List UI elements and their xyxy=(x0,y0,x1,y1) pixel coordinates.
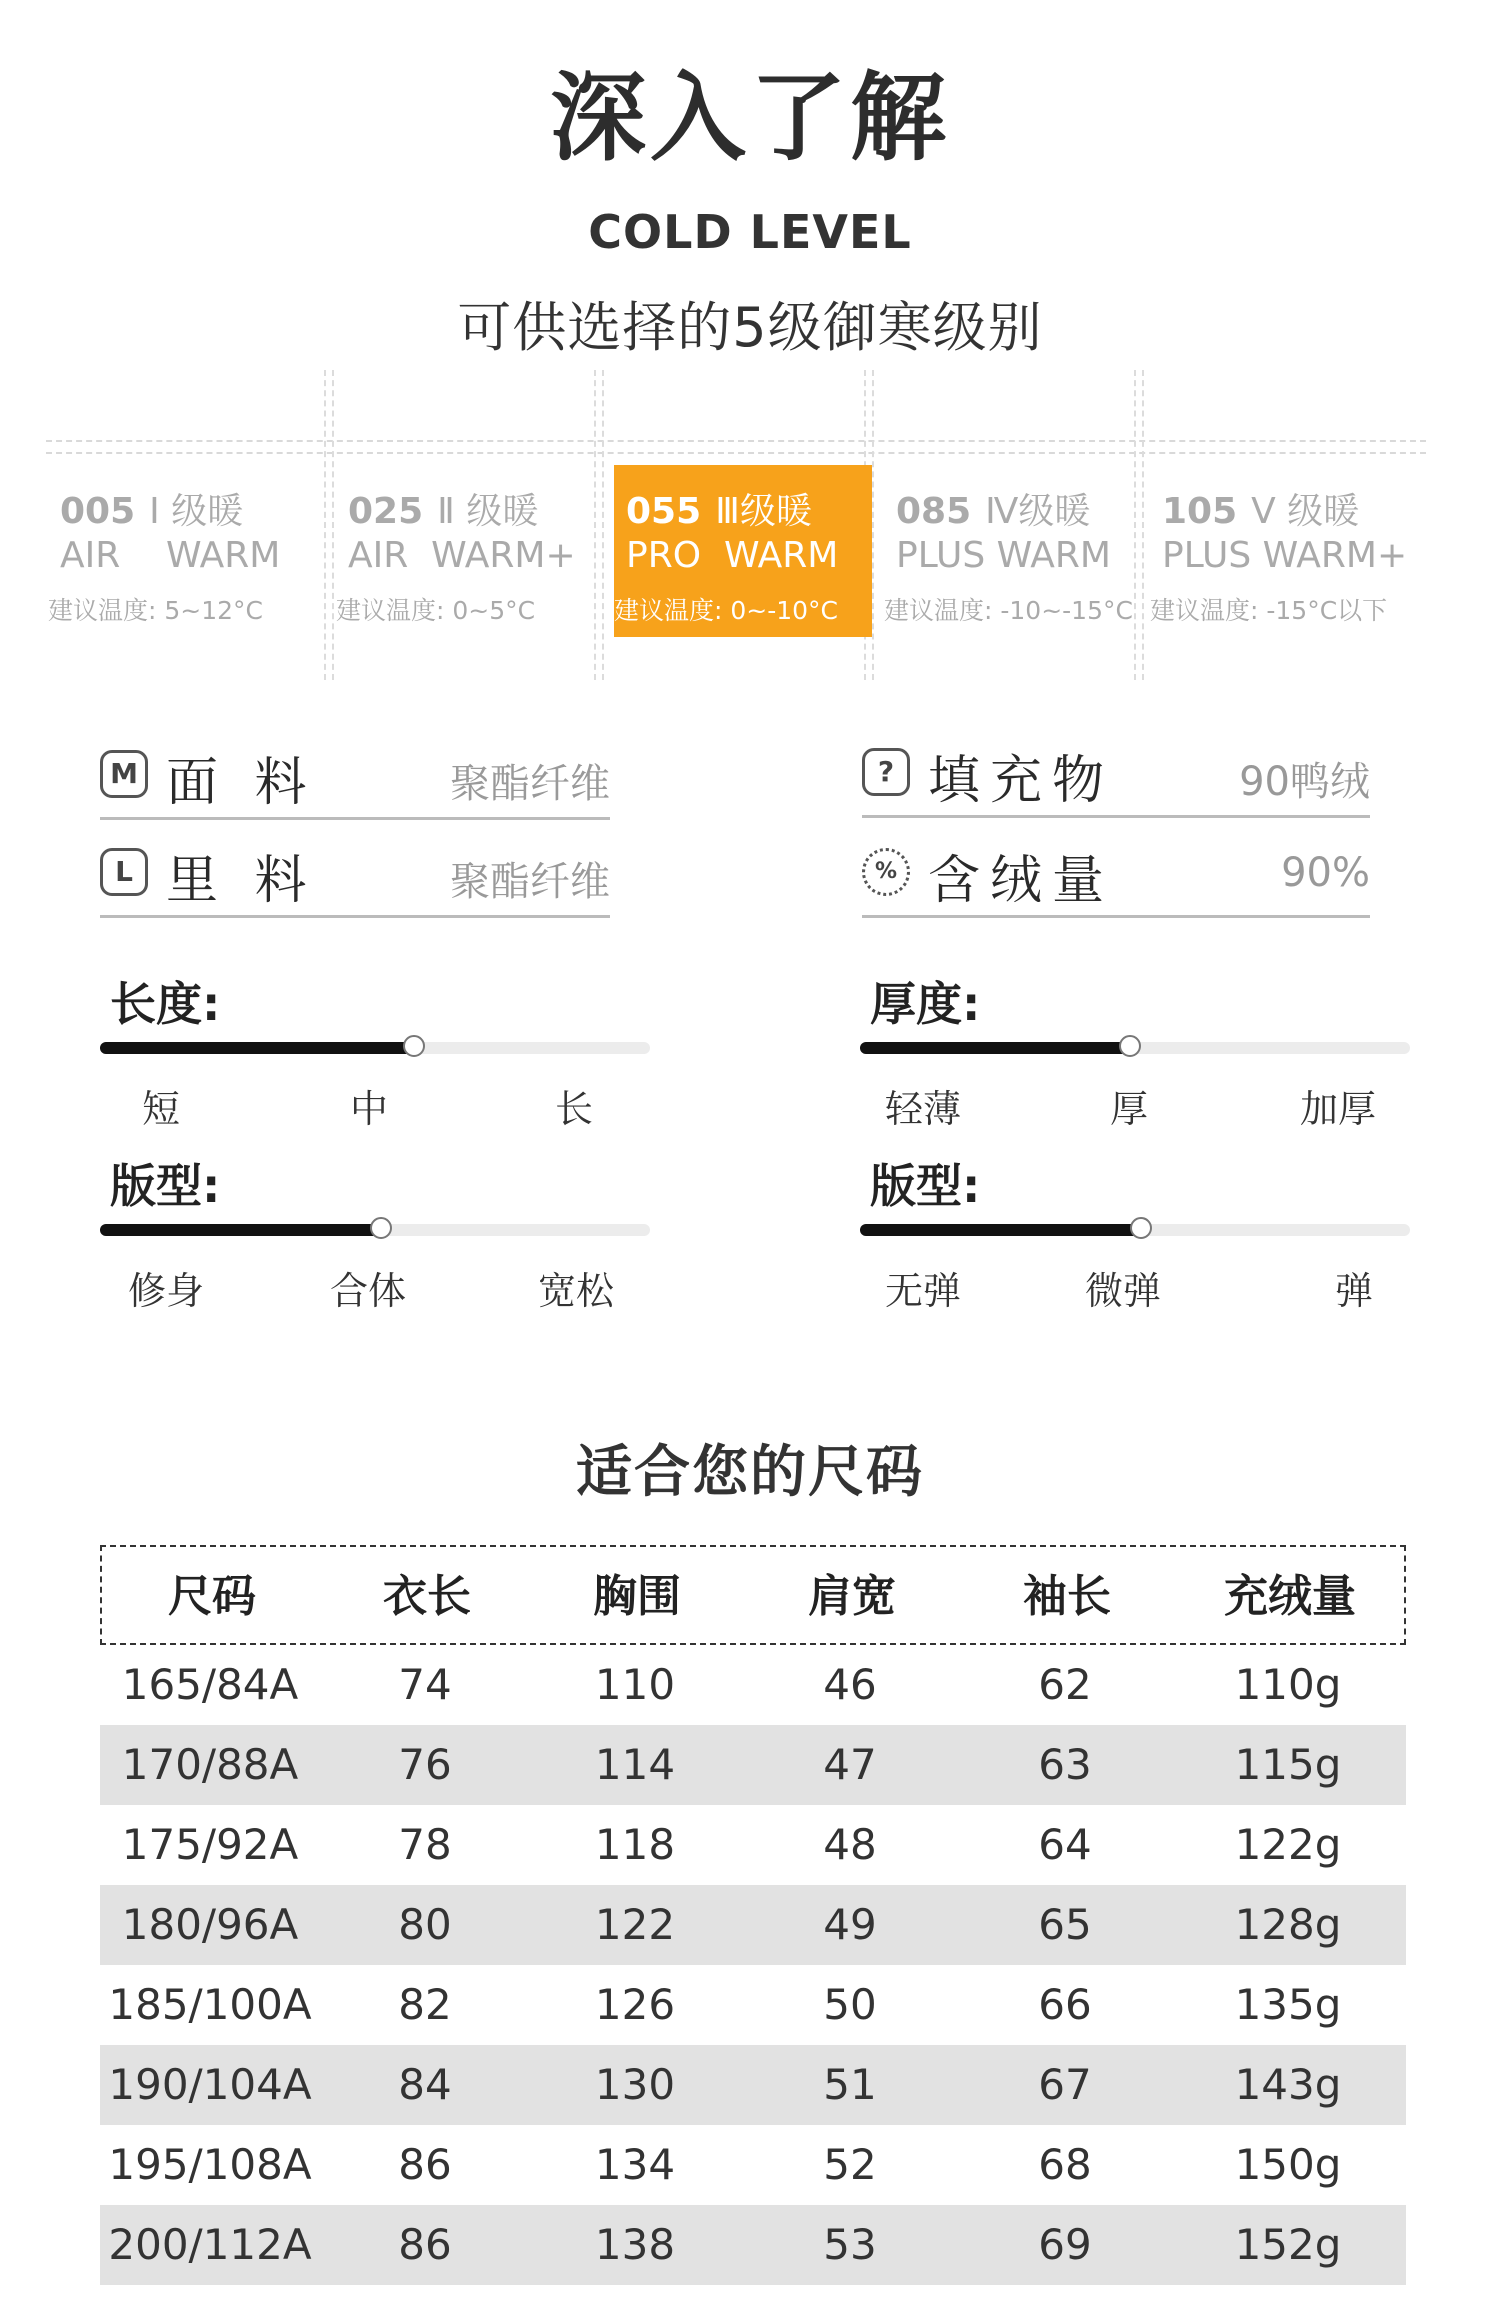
level-temperature: 建议温度: -15°C以下 xyxy=(1150,596,1388,625)
header-chest: 胸围 xyxy=(593,1571,681,1622)
attribute-label: 填充物 xyxy=(928,751,1115,811)
level-grade: Ⅳ级暖 xyxy=(985,491,1091,532)
cold-level-selector xyxy=(46,370,1426,680)
fabric-attribute xyxy=(100,740,610,820)
header-length: 衣长 xyxy=(383,1571,471,1622)
down-content-attribute xyxy=(862,838,1370,918)
underline xyxy=(862,915,1370,918)
table-cell: 152g xyxy=(1234,2220,1342,2269)
level-code: 105 xyxy=(1162,491,1238,532)
table-cell: 66 xyxy=(1038,1980,1092,2029)
divider xyxy=(324,370,326,680)
underline xyxy=(862,815,1370,818)
slider-label-max: 长 xyxy=(555,1087,594,1131)
level-grade: Ⅰ 级暖 xyxy=(149,491,244,532)
table-row xyxy=(100,1725,1406,1805)
table-cell: 64 xyxy=(1038,1820,1092,1869)
level-temperature: 建议温度: 5~12°C xyxy=(48,596,263,625)
slider-fill xyxy=(100,1042,414,1054)
fit-slider xyxy=(100,1150,650,1313)
slider-label-min: 短 xyxy=(142,1087,181,1131)
cold-level-025[interactable] xyxy=(336,465,594,637)
slider-fill xyxy=(100,1224,381,1236)
slider-label-max: 弹 xyxy=(1335,1269,1374,1313)
table-body xyxy=(100,1645,1406,2285)
table-row xyxy=(100,1965,1406,2045)
table-cell: 67 xyxy=(1038,2060,1092,2109)
divider xyxy=(872,370,874,680)
slider-title: 版型: xyxy=(110,1159,221,1213)
level-name: PLUS WARM+ xyxy=(1162,535,1408,576)
table-cell: 48 xyxy=(823,1820,877,1869)
header-size: 尺码 xyxy=(168,1571,256,1622)
filling-attribute xyxy=(862,738,1370,818)
header-shoulder: 肩宽 xyxy=(808,1571,896,1622)
cold-level-heading: COLD LEVEL xyxy=(588,205,912,259)
table-cell: 165/84A xyxy=(121,1660,299,1709)
table-cell: 114 xyxy=(594,1740,676,1789)
slider-label-mid: 厚 xyxy=(1110,1087,1149,1131)
m-icon: M xyxy=(100,750,148,798)
table-cell: 68 xyxy=(1038,2140,1092,2189)
slider-label-min: 轻薄 xyxy=(885,1087,962,1131)
table-cell: 170/88A xyxy=(121,1740,299,1789)
table-cell: 76 xyxy=(398,1740,452,1789)
cold-level-005[interactable] xyxy=(48,465,306,637)
level-temperature: 建议温度: 0~-10°C xyxy=(614,596,839,625)
divider xyxy=(602,370,604,680)
divider xyxy=(1142,370,1144,680)
table-row xyxy=(100,1885,1406,1965)
table-row xyxy=(100,2125,1406,2205)
table-cell: 74 xyxy=(398,1660,452,1709)
slider-knob xyxy=(1130,1217,1152,1239)
table-cell: 86 xyxy=(398,2140,452,2189)
attribute-label: 里 料 xyxy=(166,851,317,911)
attribute-label: 面 料 xyxy=(166,753,317,813)
table-cell: 82 xyxy=(398,1980,452,2029)
slider-label-mid: 合体 xyxy=(330,1269,407,1313)
slider-fill xyxy=(860,1224,1141,1236)
table-row xyxy=(100,1645,1406,1725)
table-cell: 130 xyxy=(594,2060,676,2109)
level-grade: Ⅲ级暖 xyxy=(715,491,812,532)
table-row xyxy=(100,2205,1406,2285)
table-row xyxy=(100,2045,1406,2125)
level-code: 005 xyxy=(60,491,136,532)
table-cell: 185/100A xyxy=(108,1980,312,2029)
table-cell: 118 xyxy=(594,1820,676,1869)
table-cell: 200/112A xyxy=(108,2220,312,2269)
slider-title: 长度: xyxy=(110,977,221,1031)
slider-label-mid: 中 xyxy=(350,1087,389,1131)
table-cell: 150g xyxy=(1234,2140,1342,2189)
table-cell: 62 xyxy=(1038,1660,1092,1709)
level-code: 085 xyxy=(896,491,972,532)
level-temperature: 建议温度: -10~-15°C xyxy=(884,596,1133,625)
slider-title: 厚度: xyxy=(870,977,981,1031)
level-name: PLUS WARM xyxy=(896,535,1111,576)
underline xyxy=(100,915,610,918)
size-table-title: 适合您的尺码 xyxy=(576,1440,924,1505)
l-icon: L xyxy=(100,848,148,896)
size-table xyxy=(100,1545,1406,2285)
table-cell: 115g xyxy=(1234,1740,1342,1789)
page-title: 深入了解 xyxy=(550,62,950,174)
table-cell: 78 xyxy=(398,1820,452,1869)
table-cell: 52 xyxy=(823,2140,877,2189)
slider-label-mid: 微弹 xyxy=(1085,1269,1162,1313)
level-code: 055 xyxy=(626,491,702,532)
attribute-value: 90% xyxy=(1281,850,1370,896)
table-cell: 51 xyxy=(823,2060,877,2109)
table-cell: 110g xyxy=(1234,1660,1342,1709)
table-cell: 65 xyxy=(1038,1900,1092,1949)
header-sleeve: 袖长 xyxy=(1023,1571,1111,1622)
length-slider xyxy=(100,968,650,1131)
attribute-label: 含绒量 xyxy=(928,851,1115,911)
table-cell: 180/96A xyxy=(121,1900,299,1949)
divider xyxy=(594,370,596,680)
slider-knob xyxy=(370,1217,392,1239)
cold-level-055[interactable] xyxy=(614,465,872,637)
percent-icon: % xyxy=(862,848,910,896)
thickness-slider xyxy=(860,968,1410,1131)
divider xyxy=(46,452,1426,454)
table-cell: 122g xyxy=(1234,1820,1342,1869)
table-cell: 46 xyxy=(823,1660,877,1709)
stretch-slider xyxy=(860,1150,1410,1313)
table-header xyxy=(100,1545,1406,1645)
slider-fill xyxy=(860,1042,1130,1054)
divider xyxy=(46,440,1426,442)
table-cell: 135g xyxy=(1234,1980,1342,2029)
level-code: 025 xyxy=(348,491,424,532)
table-cell: 53 xyxy=(823,2220,877,2269)
table-cell: 110 xyxy=(594,1660,676,1709)
slider-label-min: 修身 xyxy=(128,1269,205,1313)
table-cell: 49 xyxy=(823,1900,877,1949)
level-name: AIR WARM+ xyxy=(348,535,576,576)
table-cell: 80 xyxy=(398,1900,452,1949)
slider-knob xyxy=(403,1035,425,1057)
slider-knob xyxy=(1119,1035,1141,1057)
table-cell: 134 xyxy=(594,2140,676,2189)
table-cell: 50 xyxy=(823,1980,877,2029)
table-cell: 126 xyxy=(594,1980,676,2029)
header-fill: 充绒量 xyxy=(1224,1571,1356,1622)
level-name: PRO WARM xyxy=(626,535,839,576)
table-cell: 195/108A xyxy=(108,2140,312,2189)
level-grade: Ⅱ 级暖 xyxy=(437,491,539,532)
table-cell: 128g xyxy=(1234,1900,1342,1949)
table-row xyxy=(100,1805,1406,1885)
table-cell: 69 xyxy=(1038,2220,1092,2269)
table-cell: 138 xyxy=(594,2220,676,2269)
slider-title: 版型: xyxy=(870,1159,981,1213)
attribute-value: 聚酯纤维 xyxy=(450,859,610,905)
cold-level-085[interactable] xyxy=(884,465,1142,637)
table-cell: 47 xyxy=(823,1740,877,1789)
table-cell: 190/104A xyxy=(108,2060,312,2109)
table-cell: 84 xyxy=(398,2060,452,2109)
level-name: AIR WARM xyxy=(60,535,281,576)
slider-label-max: 加厚 xyxy=(1300,1087,1377,1131)
table-cell: 86 xyxy=(398,2220,452,2269)
cold-level-subheading: 可供选择的5级御寒级别 xyxy=(457,296,1043,359)
attribute-value: 聚酯纤维 xyxy=(450,761,610,807)
table-cell: 143g xyxy=(1234,2060,1342,2109)
table-cell: 122 xyxy=(594,1900,676,1949)
attribute-value: 90鸭绒 xyxy=(1239,759,1370,805)
underline xyxy=(100,817,610,820)
divider xyxy=(332,370,334,680)
slider-label-min: 无弹 xyxy=(885,1269,962,1313)
level-temperature: 建议温度: 0~5°C xyxy=(336,596,536,625)
slider-label-max: 宽松 xyxy=(538,1269,615,1313)
table-cell: 175/92A xyxy=(121,1820,299,1869)
cold-level-105[interactable] xyxy=(1150,465,1408,637)
level-grade: Ⅴ 级暖 xyxy=(1251,491,1360,532)
table-cell: 63 xyxy=(1038,1740,1092,1789)
question-icon: ? xyxy=(862,748,910,796)
lining-attribute xyxy=(100,838,610,918)
